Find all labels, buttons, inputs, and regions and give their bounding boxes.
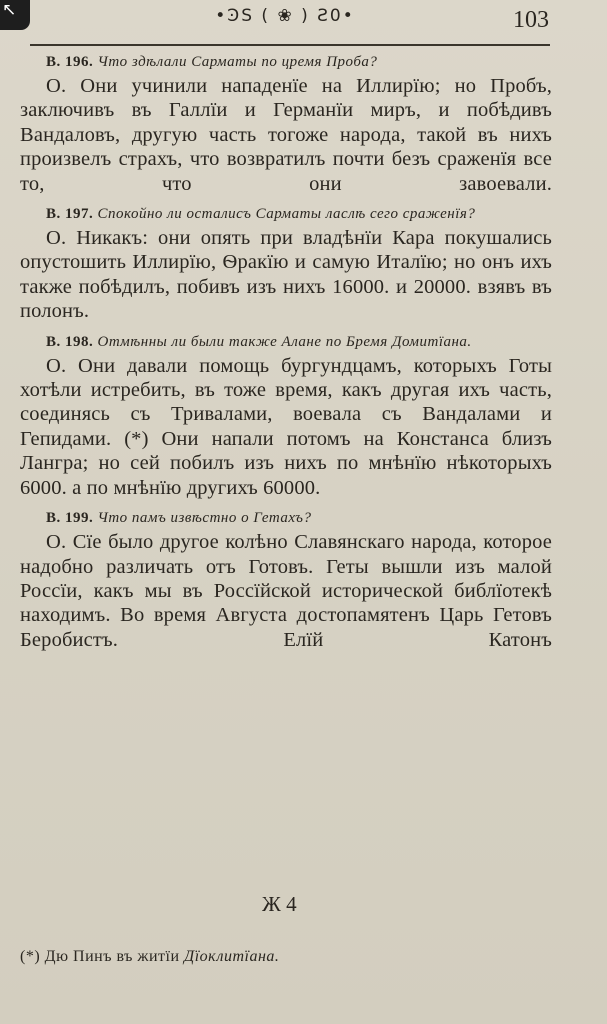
question-text: Что памъ извѣстно о Гетахъ? bbox=[97, 510, 312, 527]
question-199 bbox=[20, 508, 552, 528]
question-text: Что здѣлали Сарматы по цремя Проба? bbox=[97, 54, 378, 70]
answer-198: О. Они давали помощь бургундцамъ, которыхъ Готы хотѣли истребить, въ тоже время, какъ другая ихъ часть, соединясь съ Тривалами, воевала съ Вандалами и Гепидами. (*) Они напали потомъ на Констанса близъ Лангра; но сей побилъ изъ нихъ по мнѣнїю нѣкоторыхъ 6000. а по мнѣнїю другихъ 60000. bbox=[20, 354, 552, 499]
question-number: В. 199. bbox=[46, 510, 94, 527]
page-body bbox=[20, 52, 552, 660]
page-number: 103 bbox=[513, 7, 549, 33]
question-197 bbox=[20, 204, 552, 224]
question-196 bbox=[20, 52, 552, 72]
footnote-text: Дю Пинъ въ житїи bbox=[44, 948, 180, 965]
answer-196: О. Они учинили нападенїе на Иллирїю; но Пробъ, заключивъ въ Галлїи и Германїи миръ, и побѣдивъ Вандаловъ, другую часть тогоже народа, такой въ нихъ произвелъ страхъ, что возвратилъ почти безъ сраженїя все то, что они завоевали. bbox=[20, 75, 552, 195]
back-arrow-icon: ↖ bbox=[2, 0, 17, 20]
question-number: В. 198. bbox=[46, 333, 94, 350]
question-198 bbox=[20, 332, 552, 352]
header-rule bbox=[30, 44, 550, 46]
signature-mark: Ж 4 bbox=[262, 892, 297, 916]
header-ornament: •ϿS ( ❀ ) Ƨ0• bbox=[215, 6, 355, 26]
question-text: Отмѣнны ли были также Алане по Бремя Домитїана. bbox=[97, 333, 472, 350]
page-header bbox=[0, 6, 607, 36]
question-text: Спокойно ли осталисъ Сарматы ласлѣ сего сраженїя? bbox=[97, 206, 476, 223]
answer-199: О. Сїе было другое колѣно Славянскаго народа, которое надобно различать отъ Готовъ. Геты вышли изъ малой Россїи, какъ мы въ Россїйской исторической библїотекѣ находимъ. Во время Августа достопамятенъ Царь Гетовъ Беробистъ. Елїй Катонъ bbox=[20, 531, 552, 651]
footnote bbox=[20, 946, 580, 968]
footnote-italic-name: Дїоклитїана. bbox=[184, 948, 280, 965]
question-number: В. 197. bbox=[46, 206, 94, 223]
answer-197: О. Никакъ: они опять при владѣнїи Кара покушались опустошить Иллирїю, Ѳракїю и самую Италїю; но онъ ихъ также побѣдилъ, побивъ изъ нихъ 16000. и 20000. взявъ въ полонъ. bbox=[20, 227, 552, 323]
footnote-mark: (*) bbox=[20, 948, 41, 965]
question-number: В. 196. bbox=[46, 54, 94, 70]
